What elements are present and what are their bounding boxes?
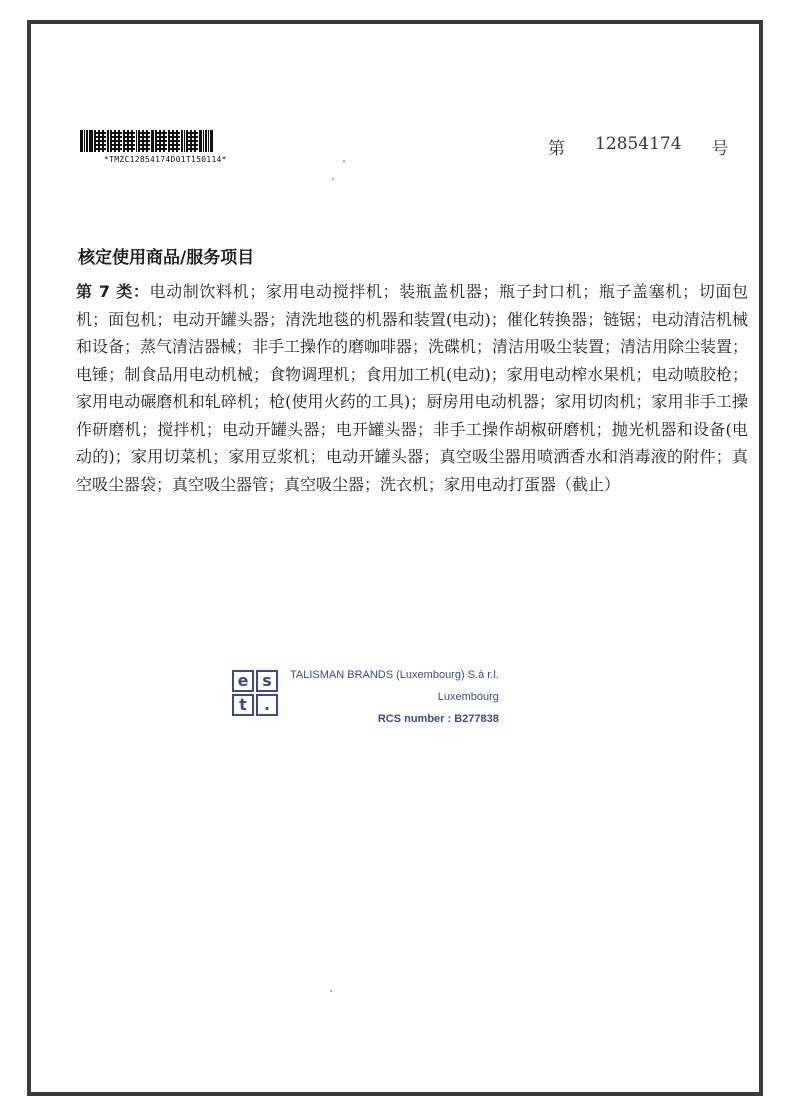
scan-speck [330, 990, 332, 992]
logo-letter: e [232, 670, 254, 692]
stamp-rcs: RCS number : B277838 [377, 713, 499, 725]
goods-list [76, 278, 748, 498]
logo-letter: s [256, 670, 278, 692]
goods-items: 电动制饮料机；家用电动搅拌机；装瓶盖机器；瓶子封口机；瓶子盖塞机；切面包机；面包机；电动开罐头器；清洗地毯的机器和装置(电动)；催化转换器；链锯；电动清洁机械和设备；蒸气清洁器械；非手工操作的磨咖啡器；洗碟机；清洁用吸尘装置；清洁用除尘装置；电锤；制食品用电动机械；食物调理机；食用加工机(电动)；家用电动榨水果机；电动喷胶枪；家用电动碾磨机和轧碎机；枪(使用火药的工具)；厨房用电动机器；家用切肉机；家用非手工操作研磨机；搅拌机；电动开罐头器；电开罐头器；非手工操作胡椒研磨机；抛光机器和设备(电动的)；家用切菜机；家用豆浆机；电动开罐头器；真空吸尘器用喷洒香水和消毒液的附件；真空吸尘器袋；真空吸尘器管；真空吸尘器；洗衣机；家用电动打蛋器（截止） [76, 282, 749, 494]
registration-suffix: 号 [711, 139, 729, 159]
logo-letter: t [232, 694, 254, 716]
registration-number [548, 134, 729, 159]
registration-prefix: 第 [548, 139, 565, 159]
stamp-text [290, 664, 499, 730]
scan-speck [343, 160, 345, 162]
section-title: 核定使用商品/服务项目 [78, 248, 255, 268]
registration-value: 12854174 [595, 134, 682, 154]
stamp-city: Luxembourg [437, 691, 499, 703]
barcode [80, 130, 280, 164]
barcode-graphic [80, 130, 280, 152]
class-label: 第 7 类： [76, 282, 150, 301]
logo-letter: . [256, 694, 278, 716]
company-stamp [232, 670, 499, 730]
est-logo [232, 670, 278, 730]
scan-speck [332, 178, 334, 180]
document-page [27, 20, 763, 1096]
stamp-company: TALISMAN BRANDS (Luxembourg) S.à r.l. [290, 669, 499, 681]
barcode-text: *TMZC12854174D01T150114* [104, 155, 227, 164]
